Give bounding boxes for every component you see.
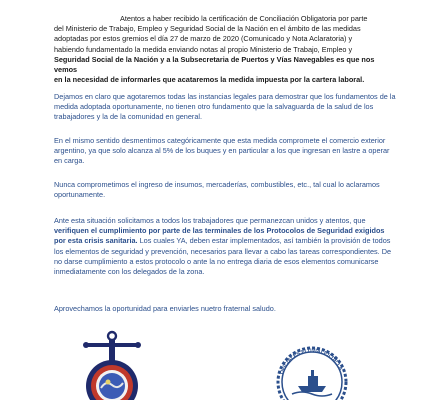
p5-end: Los cuales YA, deben estar implementados, así también la provisión de todos los elementos de seguridad y prevención, necesarios para llevar a cabo las tareas correspondientes. De no darse cumplimiento a estos protocolo o ante la no entrega diaria de esos elementos comunicarse inmediatamente con los delegados de la zona. bbox=[54, 236, 392, 277]
p1-line-3: adoptadas por estos gremios el día 27 de marzo de 2020 (Comunicado y Nota Aclaratoria) y bbox=[54, 34, 353, 44]
fluvial-officers-logo bbox=[268, 336, 356, 400]
anchor-emblem-icon bbox=[64, 330, 160, 400]
union-anchor-logo bbox=[64, 330, 160, 400]
paragraph-legal-instances: Dejamos en claro que agotaremos todas las instancias legales para demostrar que los fundamentos de la medida adoptada oportunamente, no tienen otro fundamento que la salvaguarda de la salud de los trabajadores y la de la comunidad en general. bbox=[54, 92, 396, 122]
ship-badge-icon bbox=[268, 336, 356, 400]
badge-lettering: OFICIALES FLUVIALES DE LA bbox=[279, 347, 344, 376]
paragraph-protocols bbox=[54, 216, 396, 277]
p5-start: Ante esta situación solicitamos a todos los trabajadores que permanezcan unidos y atentos, que bbox=[54, 216, 366, 225]
p1-line-1: Atentos a haber recibido la certificación de Conciliación Obligatoria por parte bbox=[120, 14, 368, 23]
p1-line-6: en la necesidad de informarles que acataremos la medida impuesta por la cartera laboral. bbox=[54, 75, 365, 85]
p1-line-2: del Ministerio de Trabajo, Empleo y Seguridad Social de la Nación en el ámbito de las medidas bbox=[54, 24, 361, 34]
p1-line-4: habiendo fundamentado la medida enviando notas al propio Ministerio de Trabajo, Empleo y bbox=[54, 44, 353, 54]
p5-bold: verifiquen el cumplimiento por parte de las terminales de los Protocolos de Seguridad exigidos por esta crisis sanitaria. bbox=[54, 226, 385, 246]
paragraph-supplies: Nunca comprometimos el ingreso de insumos, mercaderías, combustibles, etc., tal cual lo aclaramos oportunamente. bbox=[54, 180, 380, 200]
paragraph-certification bbox=[54, 14, 396, 85]
paragraph-greeting: Aprovechamos la oportunidad para enviarles nuetro fraternal saludo. bbox=[54, 304, 276, 313]
p1-line-5: Seguridad Social de la Nación y a la Subsecretaria de Puertos y Vías Navegables es que nos vemos bbox=[54, 54, 375, 75]
paragraph-foreign-trade: En el mismo sentido desmentimos categóricamente que esta medida compromete el comercio exterior argentino, ya que solo alcanza al 5% de los buques y en particular a los que ingresan en lastre a operar en carga. bbox=[54, 136, 390, 166]
